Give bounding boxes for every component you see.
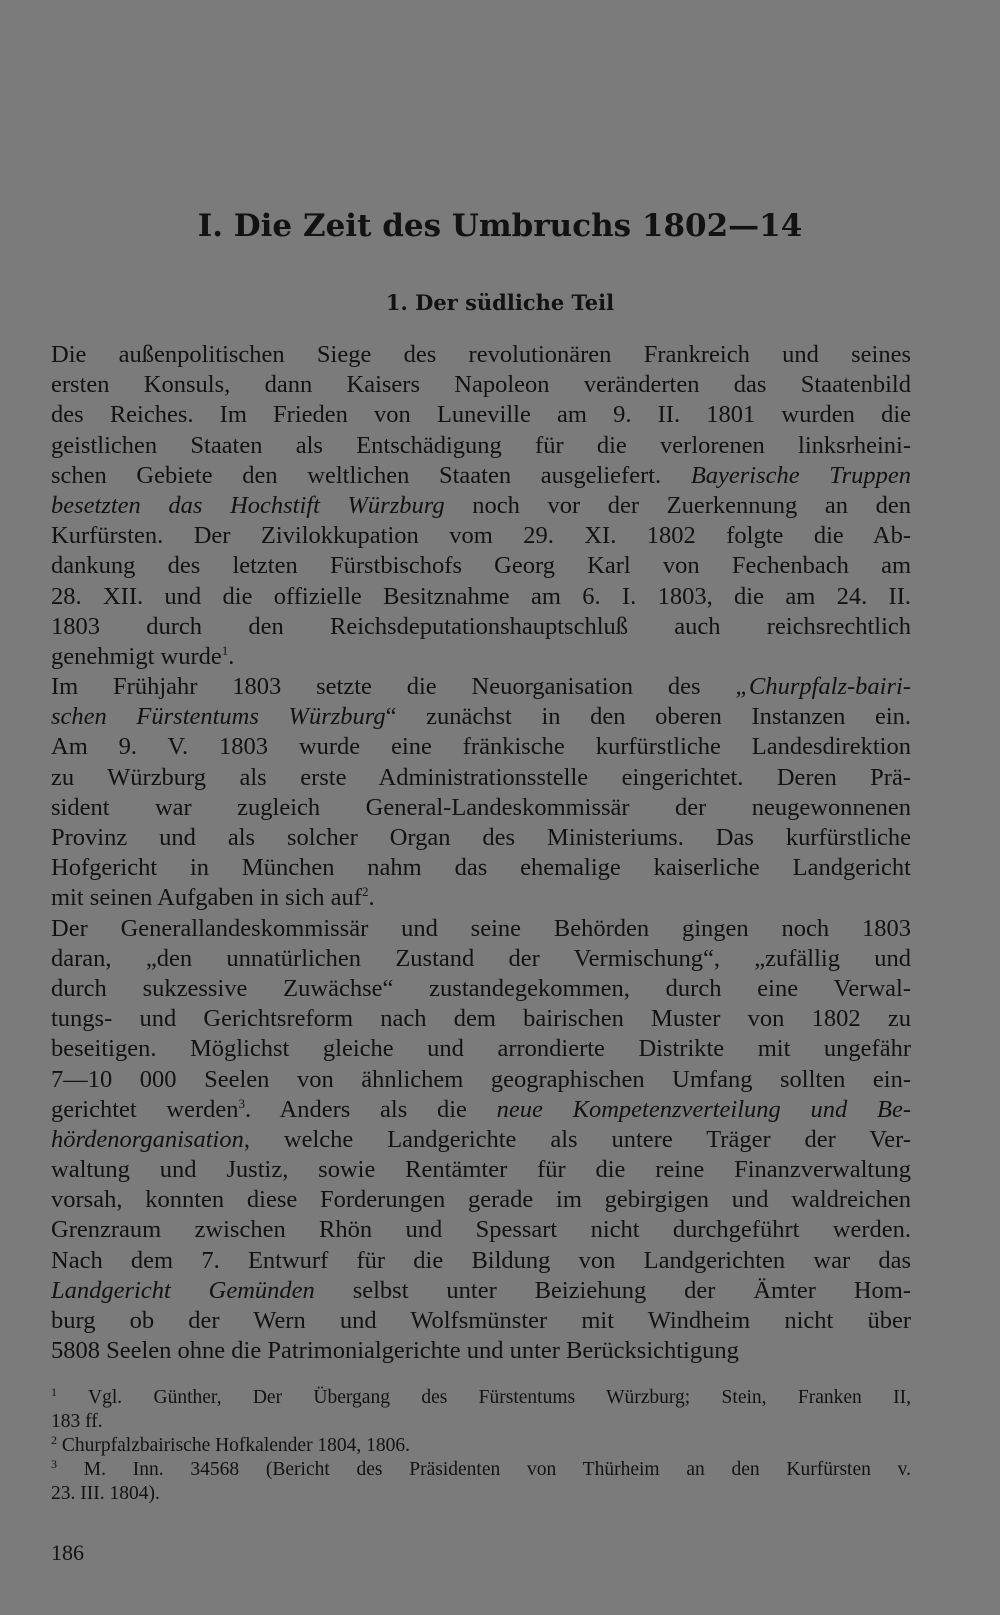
footnote-text: 183 ff. <box>51 1411 103 1432</box>
text-line <box>51 1004 911 1034</box>
text-run: 1803 durch den Reichsdeputationshauptschluß auch reichsrechtlich <box>51 612 911 640</box>
text-run: schen Gebiete den weltlichen Staaten ausgeliefert. <box>51 461 691 489</box>
text-run: Kurfürsten. Der Zivilokkupation vom 29. XI. 1802 folgte die Ab- <box>51 522 911 550</box>
body-text <box>51 340 911 1366</box>
text-line <box>51 1155 911 1185</box>
text-run: “ zunächst in den oberen Instanzen ein. <box>385 703 911 731</box>
text-run: geistlichen Staaten als Entschädigung für die verlorenen linksrheini- <box>51 431 911 459</box>
text-line <box>51 1336 911 1366</box>
text-line <box>51 823 911 853</box>
text-run: waltung und Justiz, sowie Rentämter für die reine Finanzverwaltung <box>51 1156 911 1184</box>
italic-run: „Churpfalz-bairi- <box>735 673 911 701</box>
page-title: I. Die Zeit des Umbruchs 1802—14 <box>197 208 803 244</box>
text-line <box>51 400 911 430</box>
footnote-line <box>51 1458 911 1482</box>
text-line <box>51 1215 911 1245</box>
text-line <box>51 582 911 612</box>
footnote-number: 3 <box>51 1457 57 1471</box>
text-line <box>51 974 911 1004</box>
text-run: Der Generallandeskommissär und seine Behörden gingen noch 1803 <box>51 914 911 942</box>
text-run: Hofgericht in München nahm das ehemalige kaiserliche Landgericht <box>51 854 911 882</box>
text-line <box>51 1034 911 1064</box>
footnote-text: M. Inn. 34568 (Bericht des Präsidenten von Thürheim an den Kurfürsten v. <box>83 1459 911 1480</box>
text-run: ersten Konsuls, dann Kaisers Napoleon veränderten das Staatenbild <box>51 371 911 399</box>
text-run: dankung des letzten Fürstbischofs Georg Karl von Fechenbach am <box>51 552 911 580</box>
text-line <box>51 642 911 672</box>
text-line <box>51 672 911 702</box>
text-run: Am 9. V. 1803 wurde eine fränkische kurfürstliche Landesdirektion <box>51 733 911 761</box>
text-line <box>51 1185 911 1215</box>
italic-run: schen Fürstentums Würzburg <box>51 703 386 731</box>
italic-run: hördenorganisation <box>51 1125 244 1153</box>
text-line <box>51 732 911 762</box>
text-line <box>51 491 911 521</box>
italic-run: neue Kompetenzverteilung und Be- <box>496 1095 911 1123</box>
italic-run: besetzten das Hochstift Würzburg <box>51 491 445 519</box>
section-heading: 1. Der südliche Teil <box>385 290 615 315</box>
text-line <box>51 370 911 400</box>
text-run: noch vor der Zuerkennung an den <box>444 491 911 519</box>
italic-run: Landgericht Gemünden <box>51 1276 315 1304</box>
text-line <box>51 1276 911 1306</box>
text-run: . Anders als die <box>245 1095 497 1123</box>
text-run: Im Frühjahr 1803 setzte die Neuorganisation des <box>51 673 736 701</box>
text-line <box>51 883 911 913</box>
footnote-number: 2 <box>51 1433 57 1447</box>
text-line <box>51 461 911 491</box>
text-run: genehmigt wurde <box>51 642 222 670</box>
text-line <box>51 1065 911 1095</box>
text-run: Nach dem 7. Entwurf für die Bildung von Landgerichten war das <box>51 1246 911 1274</box>
footnote-number: 1 <box>51 1385 57 1399</box>
text-run: . <box>228 642 235 670</box>
text-line <box>51 702 911 732</box>
text-run: 5808 Seelen ohne die Patrimonialgerichte und unter Berücksichtigung <box>51 1337 739 1365</box>
footnotes <box>51 1386 911 1506</box>
footnote-line <box>51 1410 911 1434</box>
text-run: tungs- und Gerichtsreform nach dem bairischen Muster von 1802 zu <box>51 1005 911 1033</box>
text-line <box>51 551 911 581</box>
italic-run: Bayerische Truppen <box>690 461 911 489</box>
footnote-text: Churpfalzbairische Hofkalender 1804, 1806. <box>61 1435 411 1456</box>
footnote-marker: 3 <box>238 1095 246 1111</box>
text-run: . <box>368 884 375 912</box>
text-run: sident war zugleich General-Landeskommissär der neugewonnenen <box>51 793 911 821</box>
text-run: daran, „den unnatürlichen Zustand der Vermischung“, „zufällig und <box>51 944 911 972</box>
text-line <box>51 1246 911 1276</box>
footnote-text: 23. III. 1804). <box>51 1483 160 1504</box>
text-run: selbst unter Beiziehung der Ämter Hom- <box>314 1276 911 1304</box>
text-run: 28. XII. und die offizielle Besitznahme am 6. I. 1803, die am 24. II. <box>51 582 911 610</box>
text-line <box>51 793 911 823</box>
text-line <box>51 914 911 944</box>
text-line <box>51 612 911 642</box>
text-run: , welche Landgerichte als untere Träger der Ver- <box>243 1125 911 1153</box>
text-run: Grenzraum zwischen Rhön und Spessart nicht durchgeführt werden. <box>51 1216 911 1244</box>
text-line <box>51 853 911 883</box>
text-run: 7—10 000 Seelen von ähnlichem geographischen Umfang sollten ein- <box>51 1065 911 1093</box>
text-run: mit seinen Aufgaben in sich auf <box>51 884 362 912</box>
text-line <box>51 431 911 461</box>
footnote-line <box>51 1482 911 1506</box>
page-number: 186 <box>51 1540 84 1565</box>
footnote-text: Vgl. Günther, Der Übergang des Fürstentums Würzburg; Stein, Franken II, <box>88 1387 911 1408</box>
text-line <box>51 1095 911 1125</box>
footnote-line <box>51 1386 911 1410</box>
text-line <box>51 1125 911 1155</box>
text-line <box>51 521 911 551</box>
footnote-marker: 1 <box>221 642 229 658</box>
footnote-marker: 2 <box>361 884 369 900</box>
text-run: des Reiches. Im Frieden von Luneville am 9. II. 1801 wurden die <box>51 401 911 429</box>
text-line <box>51 340 911 370</box>
text-run: vorsah, konnten diese Forderungen gerade im gebirgigen und waldreichen <box>51 1186 911 1214</box>
text-line <box>51 763 911 793</box>
text-line <box>51 1306 911 1336</box>
text-run: durch sukzessive Zuwächse“ zustandegekommen, durch eine Verwal- <box>51 974 911 1002</box>
footnote-line <box>51 1434 911 1458</box>
text-line <box>51 944 911 974</box>
text-run: burg ob der Wern und Wolfsmünster mit Windheim nicht über <box>51 1307 911 1334</box>
text-run: gerichtet werden <box>51 1095 239 1123</box>
text-run: Die außenpolitischen Siege des revolutionären Frankreich und seines <box>51 341 911 368</box>
text-run: Provinz und als solcher Organ des Ministeriums. Das kurfürstliche <box>51 824 911 851</box>
text-run: beseitigen. Möglichst gleiche und arrondierte Distrikte mit ungefähr <box>51 1035 911 1063</box>
text-run: zu Würzburg als erste Administrationsstelle eingerichtet. Deren Prä- <box>51 763 911 791</box>
